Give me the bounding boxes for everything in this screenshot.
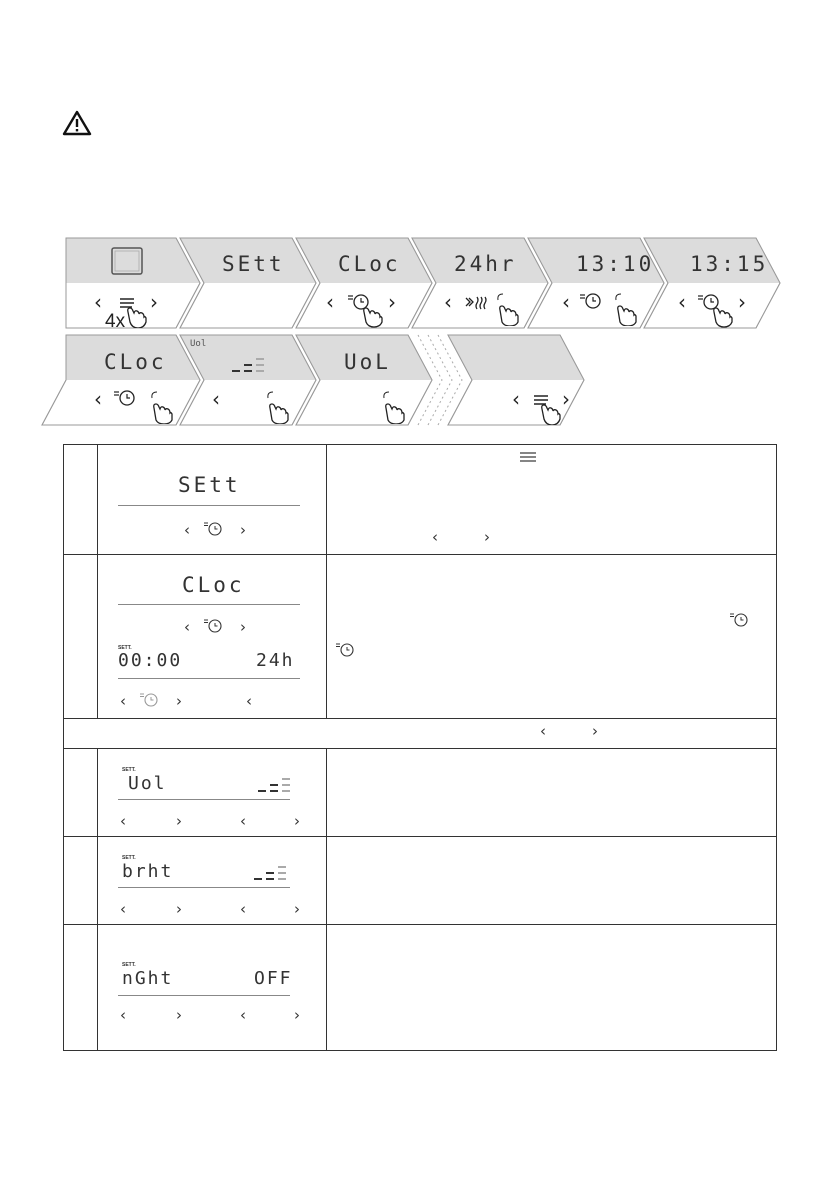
chevron-left-icon: ‹ (184, 521, 190, 539)
clock-icon (202, 519, 226, 539)
step-display-cloc-2: CLoc (104, 350, 167, 374)
brightness-level-icon (252, 860, 290, 882)
sett-tag: SETT. (118, 645, 132, 651)
display-separator (118, 799, 290, 800)
clock-hand-icon (696, 290, 736, 328)
table-row-divider (63, 554, 777, 555)
chevron-right-icon: › (484, 528, 490, 546)
chevron-left-icon: ‹ (432, 528, 438, 546)
step-display-1310: 13:10 (576, 252, 655, 276)
step-display-vol-small: Uol (190, 339, 207, 349)
chevron-left-icon: ‹ (120, 812, 126, 830)
clock-icon (334, 640, 358, 660)
chevron-left-icon: ‹ (240, 1006, 246, 1024)
step-display-24hr: 24hr (454, 252, 517, 276)
volume-level-icon (230, 352, 270, 374)
chevron-left-icon: ‹ (120, 900, 126, 918)
format-value: 24h (256, 650, 295, 671)
clock-icon (202, 616, 226, 636)
chevron-left-icon: ‹ (326, 290, 334, 314)
chevron-right-icon: › (150, 290, 158, 314)
chevron-left-icon: ‹ (120, 692, 126, 710)
clock-hand-icon (346, 290, 386, 328)
hand-press-icon (496, 292, 520, 326)
display-separator (118, 995, 290, 996)
row-display-brht: brht (122, 861, 174, 882)
chevron-left-icon: ‹ (184, 618, 190, 636)
chevron-left-icon: ‹ (562, 290, 570, 314)
hand-press-icon (150, 390, 174, 424)
sett-tag: SETT. (122, 855, 136, 861)
chevron-right-icon: › (294, 812, 300, 830)
table-divider (326, 444, 327, 718)
hand-press-icon (614, 292, 638, 326)
display-separator (118, 604, 300, 605)
chevron-left-icon: ‹ (444, 290, 452, 314)
step-arrow-7 (42, 335, 200, 425)
repeat-count: 4x (105, 311, 126, 332)
display-separator (118, 505, 300, 506)
chevron-right-icon: › (176, 1006, 182, 1024)
chevron-left-icon: ‹ (512, 387, 520, 411)
chevron-right-icon: › (562, 387, 570, 411)
display-separator (118, 678, 300, 679)
chevron-left-icon: ‹ (246, 692, 252, 710)
chevron-right-icon: › (176, 900, 182, 918)
table-divider (97, 444, 98, 718)
step-display-vol: UoL (344, 350, 391, 374)
night-mode-value: OFF (254, 968, 293, 989)
clock-icon (112, 387, 140, 409)
step-display-1315: 13:15 (690, 252, 769, 276)
clock-icon (138, 690, 162, 710)
clock-icon (578, 290, 606, 312)
table-row-divider (63, 748, 777, 749)
table-row-divider (63, 718, 777, 719)
chevron-right-icon: › (294, 900, 300, 918)
chevron-right-icon: › (294, 1006, 300, 1024)
sett-tag: SETT. (122, 767, 136, 773)
chevron-left-icon: ‹ (94, 290, 102, 314)
chevron-right-icon: › (240, 618, 246, 636)
chevron-left-icon: ‹ (240, 900, 246, 918)
step-diagram (0, 0, 840, 440)
menu-icon (518, 450, 538, 464)
chevron-left-icon: ‹ (94, 387, 102, 411)
step-display-sett: SEtt (222, 252, 285, 276)
chevron-left-icon: ‹ (120, 1006, 126, 1024)
step-display-cloc: CLoc (338, 252, 401, 276)
time-value: 00:00 (118, 650, 183, 671)
hand-press-icon (266, 390, 290, 424)
volume-level-icon (256, 772, 294, 794)
display-separator (118, 887, 290, 888)
hand-press-icon (382, 390, 406, 424)
table-row-divider (63, 924, 777, 925)
row-display-sett: SEtt (178, 473, 241, 497)
row-display-nght: nGht (122, 968, 174, 989)
chevron-right-icon: › (592, 722, 598, 740)
chevron-left-icon: ‹ (678, 290, 686, 314)
table-divider (97, 748, 98, 1051)
chevron-right-icon: › (176, 812, 182, 830)
table-divider (326, 748, 327, 1051)
row-display-cloc: CLoc (182, 573, 245, 597)
chevron-right-icon: › (388, 290, 396, 314)
chevron-right-icon: › (176, 692, 182, 710)
chevron-left-icon: ‹ (540, 722, 546, 740)
chevron-right-icon: › (240, 521, 246, 539)
chevron-left-icon: ‹ (212, 387, 220, 411)
chevron-right-icon: › (738, 290, 746, 314)
chevron-left-icon: ‹ (240, 812, 246, 830)
menu-hand-icon (530, 389, 564, 425)
row-display-vol: Uol (128, 773, 167, 794)
sett-tag: SETT. (122, 962, 136, 968)
table-row-divider (63, 836, 777, 837)
clock-icon (728, 610, 752, 630)
